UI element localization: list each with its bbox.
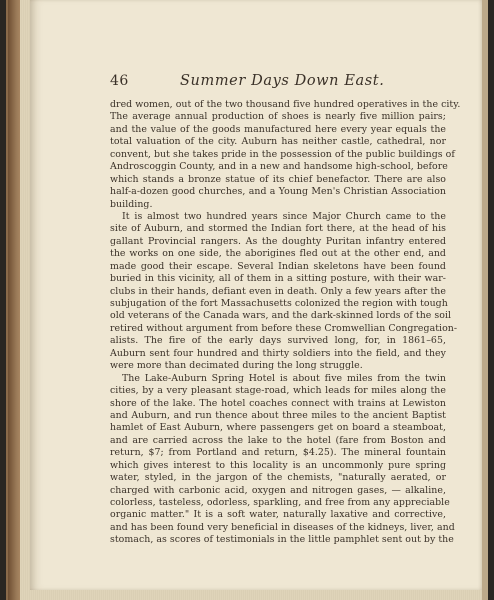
running-title: Summer Days Down East. <box>180 73 385 89</box>
page-right-edge <box>482 0 488 600</box>
paragraph <box>110 210 458 373</box>
text-line: half-a-dozen good churches, and a Young Men's Christian Association <box>110 186 446 198</box>
text-line: the works on one side, the aborigines fled out at the other end, and <box>110 248 446 260</box>
text-line: colorless, tasteless, odorless, sparkling, and free from any appreciable <box>110 497 450 508</box>
text-line: It is almost two hundred years since Major Church came to the <box>122 210 446 222</box>
text-line: hamlet of East Auburn, where passengers get on board a steamboat, <box>110 422 446 434</box>
text-line: and Auburn, and run thence about three miles to the ancient Baptist <box>110 409 446 421</box>
text-line: organic matter." It is a soft water, naturally laxative and corrective, <box>110 509 446 521</box>
text-line: which gives interest to this locality is an uncommonly pure spring <box>110 459 446 471</box>
text-line: stomach, as scores of testimonials in the little pamphlet sent out by the <box>110 534 454 546</box>
text-line: gallant Provincial rangers. As the doughty Puritan infantry entered <box>110 235 446 247</box>
text-line: old veterans of the Canada wars, and the dark-skinned lords of the soil <box>110 310 452 322</box>
text-line: alists. The fire of the early days survived long, for, in 1861–65, <box>110 335 446 347</box>
text-line: and the value of the goods manufactured here every year equals the <box>110 123 446 135</box>
text-line: building. <box>110 198 153 210</box>
text-line: which stands a bronze statue of its chief benefactor. There are also <box>110 173 446 185</box>
text-line: clubs in their hands, defiant even in death. Only a few years after the <box>110 285 446 297</box>
text-line: convent, but she takes pride in the possession of the public buildings of <box>110 148 455 160</box>
text-line: made good their escape. Several Indian skeletons have been found <box>110 260 446 272</box>
page-number: 46 <box>110 73 129 89</box>
text-line: total valuation of the city. Auburn has neither castle, cathedral, nor <box>110 136 446 148</box>
paragraph <box>110 372 455 547</box>
text-line: shore of the lake. The hotel coaches connect with trains at Lewiston <box>110 397 446 409</box>
page-header <box>110 73 450 93</box>
text-line: site of Auburn, and stormed the Indian fort there, at the head of his <box>110 223 446 235</box>
text-line: buried in this vicinity, all of them in a sitting posture, with their war- <box>110 273 446 285</box>
page-body-text <box>110 99 461 547</box>
text-line: and has been found very beneficial in diseases of the kidneys, liver, and <box>110 521 455 533</box>
text-line: The Lake-Auburn Spring Hotel is about five miles from the twin <box>122 372 446 384</box>
text-line: retired without argument from before these Cromwellian Congregation- <box>110 322 458 334</box>
paragraph <box>110 99 461 211</box>
text-line: Auburn sent four hundred and thirty soldiers into the field, and they <box>110 347 446 359</box>
text-line: and are carried across the lake to the hotel (fare from Boston and <box>110 434 446 446</box>
text-line: water, styled, in the jargon of the chemists, "naturally aerated, or <box>110 472 446 484</box>
text-line: charged with carbonic acid, oxygen and nitrogen gases, — alkaline, <box>110 484 446 496</box>
text-line: The average annual production of shoes is nearly five million pairs; <box>110 111 446 123</box>
text-line: dred women, out of the two thousand five hundred operatives in the city. <box>110 99 461 110</box>
text-line: Androscoggin County, and in a new and handsome high-school, before <box>110 161 448 173</box>
text-line: return, $7; from Portland and return, $4.25). The mineral fountain <box>110 447 446 459</box>
text-line: were more than decimated during the long struggle. <box>110 360 363 372</box>
text-line: subjugation of the fort Massachusetts colonized the region with tough <box>110 298 448 309</box>
text-line: cities, by a very pleasant stage-road, which leads for miles along the <box>110 385 446 397</box>
